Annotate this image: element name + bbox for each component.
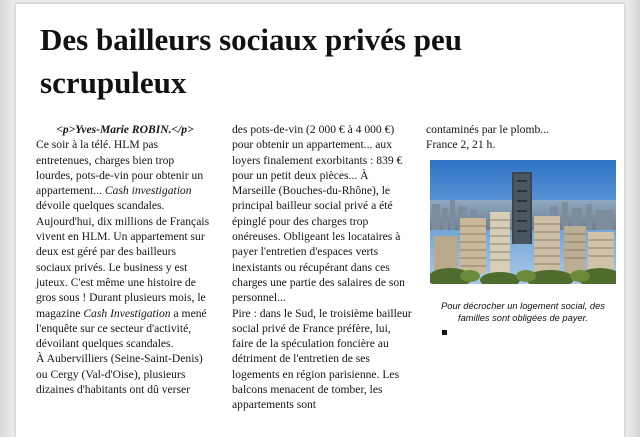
paragraph-plomb: contaminés par le plomb... xyxy=(426,123,549,136)
column-2 xyxy=(232,122,412,413)
show-title: Cash investigation xyxy=(104,184,192,198)
paragraph-intro xyxy=(36,137,214,351)
paragraph-pire: Pire : dans le Sud, le troisième bailleur social privé de France préfère, lui, faire de la spéculation foncière au détriment de l'entretien de ses logements en région parisienne. Les balcons menacent de tomber, les appartements sont xyxy=(232,306,412,412)
text-run: dévoile quelques scandales. Aujourd'hui, dix millions de Français vivent en HLM. Un appartement sur deux est géré par des bailleurs sociaux privés. Le business y est juteux. C'est même une histoire de gros sous ! Durant plusieurs mois, le magazine xyxy=(36,199,210,320)
broadcast-info: France 2, 21 h. xyxy=(426,138,496,152)
byline: <p>Yves-Marie ROBIN.</p> xyxy=(56,123,194,136)
newspaper-page xyxy=(16,4,624,437)
photo-caption: Pour décrocher un logement social, des familles sont obligées de payer. xyxy=(441,301,605,323)
magazine-title: Cash Investigation xyxy=(83,306,171,320)
city-photo xyxy=(430,160,616,284)
bullet-marker xyxy=(442,330,447,335)
text-run: Ce soir à la télé. HLM pas entretenues, charges bien trop lourdes, pots-de-vin pour obtenir un appartement... xyxy=(36,138,204,198)
column-3 xyxy=(426,122,614,153)
city-skyline-image xyxy=(430,160,616,284)
paragraph-pots-de-vin: des pots-de-vin (2 000 € à 4 000 €) pour obtenir un appartement... aux loyers finalement exorbitants : 839 € pour un petit deux pièces... À Marseille (Bouches-du-Rhône), le principal bailleur social privé a été épinglé pour des charges trop onéreuses. Obligeant les locataires à payer l'entretien d'espaces verts inexistants ou récupérant dans ces charges une partie des salaires de son personnel... xyxy=(232,123,405,305)
column-1 xyxy=(36,122,214,397)
headline: Des bailleurs sociaux privés peu scrupuleux xyxy=(40,22,462,100)
paragraph-aubervilliers: À Aubervilliers (Seine-Saint-Denis) ou Cergy (Val-d'Oise), plusieurs dizaines d'habitants ont dû verser xyxy=(36,352,203,397)
text-run: a mené l'enquête sur ce secteur d'activité, dévoilant quelques scandales. xyxy=(36,306,207,351)
